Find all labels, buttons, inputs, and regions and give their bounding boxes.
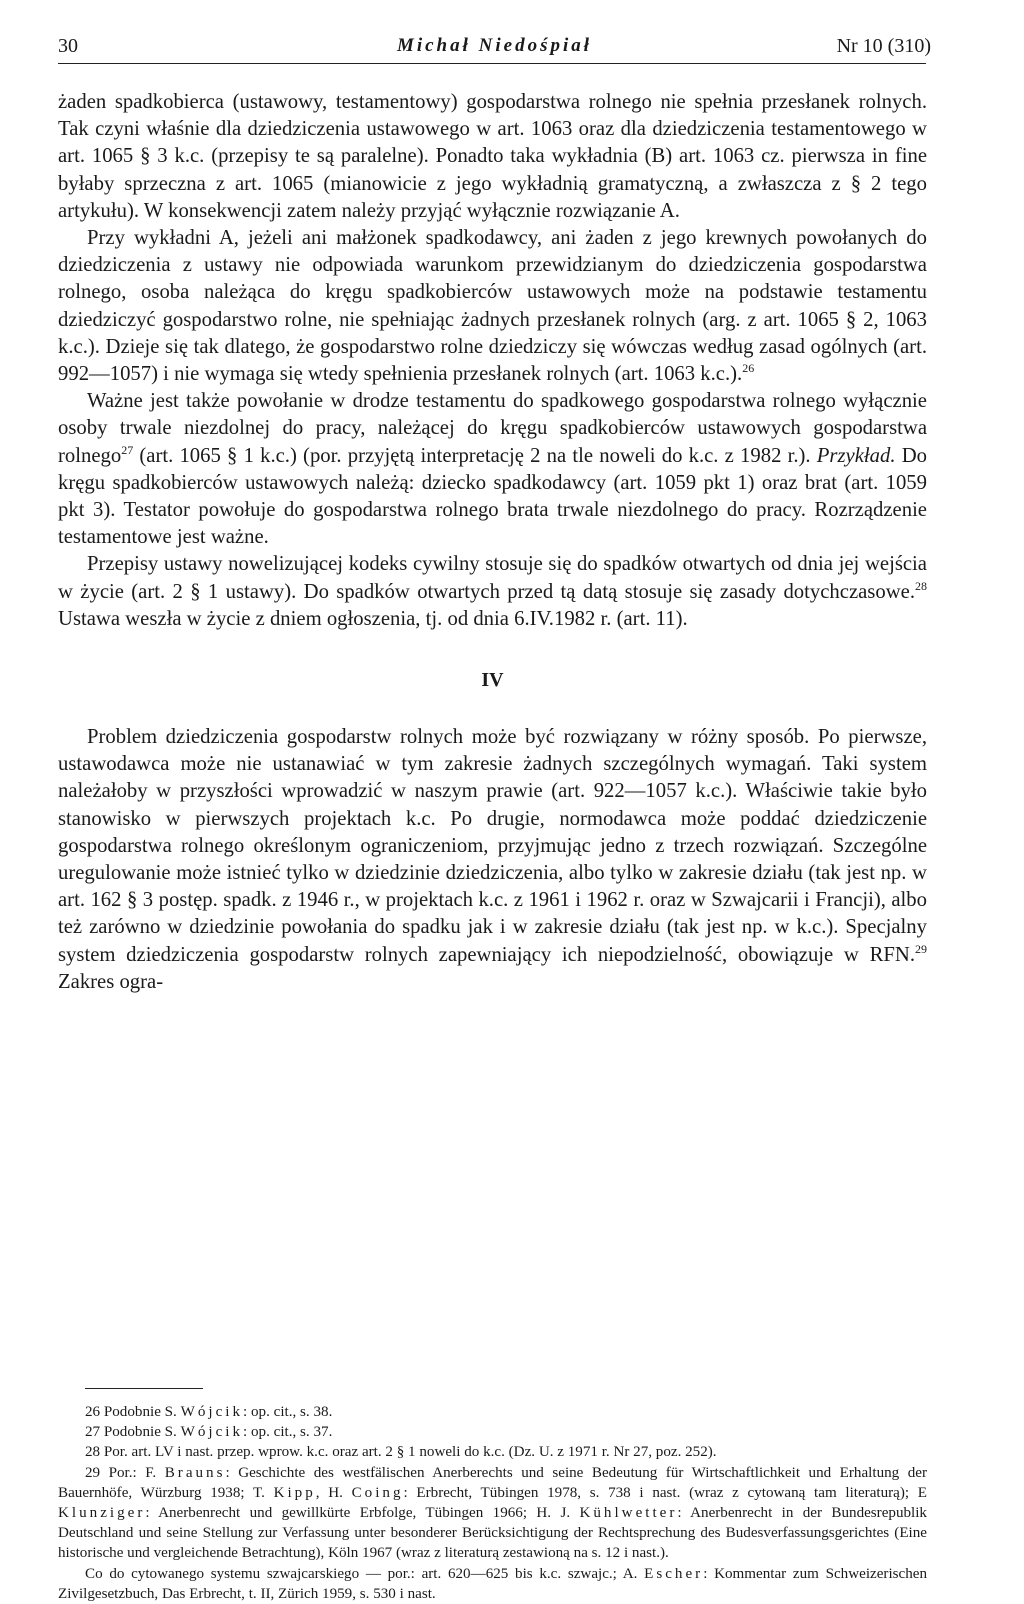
footnote-text: : op. cit., s. 38. — [243, 1404, 333, 1420]
author-name: Escher — [644, 1565, 704, 1582]
footnote-text: : Anerbenrecht in der Bundesrepublik Deutschland und seine Stellung zur Verfassung unter besonderer Berücksichtigung der Rechtsprechung des Budesverfassungsgerichtes (Eine historische und vergleichende Betrachtung), Köln 1967 (wraz z literaturą zestawioną na s. 12 i nast.). — [58, 1505, 927, 1562]
page-number: 30 — [58, 35, 78, 57]
footnote-text: , H. — [315, 1484, 352, 1501]
author-name: Kipp — [273, 1484, 316, 1501]
paragraph-3 — [58, 388, 927, 551]
paragraph-4-text-b: Ustawa weszła w życie z dniem ogłoszenia, tj. od dnia 6.IV.1982 r. (art. 11). — [58, 607, 688, 630]
footnote-text: : Erbrecht, Tübingen 1978, s. 738 i nast. (wraz z cytowaną tam literaturą); E — [403, 1484, 927, 1501]
footnote-number: 26 — [85, 1404, 101, 1420]
author-name: Klunziger — [58, 1505, 146, 1522]
paragraph-5-text-b: Zakres ogra- — [58, 970, 164, 993]
footnote-27 — [58, 1422, 927, 1442]
paragraph-3-text-b: (art. 1065 § 1 k.c.) (por. przyjętą interpretację 2 na tle noweli do k.c. z 1982 r.). — [133, 444, 817, 467]
author-name: Wójcik — [180, 1424, 244, 1441]
paragraph-5 — [58, 724, 927, 996]
footnote-ref-26: 26 — [742, 361, 755, 376]
example-label: Przykład. — [816, 444, 896, 467]
footnotes — [58, 1402, 927, 1604]
section-heading: IV — [481, 669, 504, 692]
footnote-28 — [58, 1442, 927, 1462]
footnote-29-continued — [58, 1564, 927, 1604]
paragraph-5-text-a: Problem dziedziczenia gospodarstw rolnych może być rozwiązany w różny sposób. Po pierwsze, ustawodawca może nie ustanawiać w tym zakresie żadnych szczególnych wymagań. Taki system należałoby w przyszłości wprowadzić w naszym prawie (art. 922—1057 k.c.). Właściwie takie było stanowisko w pierwszych projektach k.c. Po drugie, normodawca może poddać dziedziczenie gospodarstwa rolnego określonym ograniczeniom, przyjmując jedno z trzech rozwiązań. Szczególne uregulowanie może istnieć tylko w dziedzinie dziedziczenia, albo tylko w zakresie działu (tak jest np. w art. 162 § 3 postęp. spadk. z 1946 r., w projektach k.c. z 1961 i 1962 r. oraz w Szwajcarii i Francji), albo też zarówno w dziedzinie powołania do spadku jak i w zakresie działu (tak jest np. w k.c.). Specjalny system dziedziczenia gospodarstw rolnych zapewniający ich niepodzielność, obowiązuje w RFN. — [58, 726, 927, 966]
header-rule — [58, 63, 926, 64]
footnote-text: Por.: F. — [100, 1464, 165, 1481]
footnote-number: 28 — [85, 1444, 101, 1461]
footnote-text: : Geschichte des westfälischen Anerberechts und seine Bedeutung für Wirtschaftlichkeit und Erhaltung der Bauernhöfe, Würzburg 1938; T. — [58, 1464, 927, 1501]
paragraph-3-text-c: Do kręgu spadkobierców ustawowych należą: dziecko spadkodawcy (art. 1059 pkt 1) oraz brat (art. 1059 pkt 3). Testator powołuje do gospodarstwa rolnego brata trwale niezdolnego do pracy. Rozrządzenie testamentowe jest ważne. — [58, 444, 927, 549]
paragraph-2 — [58, 225, 927, 388]
footnote-rule — [85, 1388, 203, 1389]
footnote-29 — [58, 1463, 927, 1564]
footnote-text: : Anerbenrecht und gewillkürte Erbfolge, Tübingen 1966; H. J. — [145, 1505, 580, 1522]
footnote-text: Podobnie S. — [100, 1404, 181, 1420]
paragraph-2-text: Przy wykładni A, jeżeli ani małżonek spadkodawcy, ani żaden z jego krewnych powołanych do dziedziczenia z ustawy nie odpowiada warunkom przewidzianym do dziedziczenia gospodarstwa rolnego, osoba należąca do kręgu spadkobierców ustawowych może na podstawie testamentu dziedziczyć gospodarstwo rolne, nie spełniając żadnych przesłanek rolnych (arg. z art. 1065 § 2, 1063 k.c.). Dzieje się tak dlatego, że gospodarstwo rolne dziedziczy się wówczas według zasad ogólnych (art. 992—1057) i nie wymaga się wtedy spełnienia przesłanek rolnych (art. 1063 k.c.). — [58, 227, 927, 386]
footnote-text: : op. cit., s. 37. — [243, 1424, 333, 1441]
footnote-text: Co do cytowanego systemu szwajcarskiego — por.: art. 620—625 bis k.c. szwajc.; A. — [85, 1565, 645, 1582]
footnote-text: : Kommentar zum Schweizerischen Zivilgesetzbuch, Das Erbrecht, t. II, Zürich 1959, s. 530 i nast. — [58, 1565, 927, 1602]
footnote-text: Por. art. LV i nast. przep. wprow. k.c. oraz art. 2 § 1 noweli do k.c. (Dz. U. z 1971 r. Nr 27, poz. 252). — [100, 1444, 717, 1461]
author-name: Kühlwetter — [579, 1505, 678, 1522]
footnote-ref-28: 28 — [915, 578, 927, 593]
paragraph-3-text-a: Ważne jest także powołanie w drodze testamentu do spadkowego gospodarstwa rolnego wyłącznie osoby trwale niezdolnej do pracy, należącej do kręgu spadkobierców ustawowych gospodarstwa rolnego — [58, 390, 927, 467]
author-name: Coing — [351, 1484, 404, 1501]
footnote-ref-27: 27 — [121, 442, 134, 457]
paragraph-4-text-a: Przepisy ustawy nowelizującej kodeks cywilny stosuje się do spadków otwartych od dnia jej wejścia w życie (art. 2 § 1 ustawy). Do spadków otwartych przed tą datą stosuje się zasady dotychczasowe. — [58, 553, 927, 603]
paragraph-1: żaden spadkobierca (ustawowy, testamentowy) gospodarstwa rolnego nie spełnia przesłanek rolnych. Tak czyni właśnie dla dziedziczenia ustawowego w art. 1063 oraz dla dziedziczenia testamentowego w art. 1065 § 3 k.c. (przepisy te są paralelne). Ponadto taka wykładnia (B) art. 1063 cz. pierwsza in fine byłaby sprzeczna z art. 1065 (mianowicie z jego wykładnią gramatyczną, a zwłaszcza z § 2 tego artykułu). W konsekwencji zatem należy przyjąć wyłącznie rozwiązanie A. — [58, 91, 927, 222]
footnote-number: 29 — [85, 1464, 101, 1481]
running-title: Michał Niedośpiał — [396, 35, 593, 56]
footnote-text: Podobnie S. — [100, 1424, 181, 1441]
page-header — [58, 30, 931, 62]
issue-number: Nr 10 (310) — [836, 35, 931, 57]
paragraph-4 — [58, 551, 927, 633]
body-text — [58, 89, 927, 996]
footnote-26 — [58, 1402, 927, 1422]
footnote-number: 27 — [85, 1424, 101, 1441]
author-name: Brauns — [164, 1464, 226, 1481]
footnote-ref-29: 29 — [915, 941, 927, 956]
author-name: Wójcik — [180, 1404, 244, 1420]
